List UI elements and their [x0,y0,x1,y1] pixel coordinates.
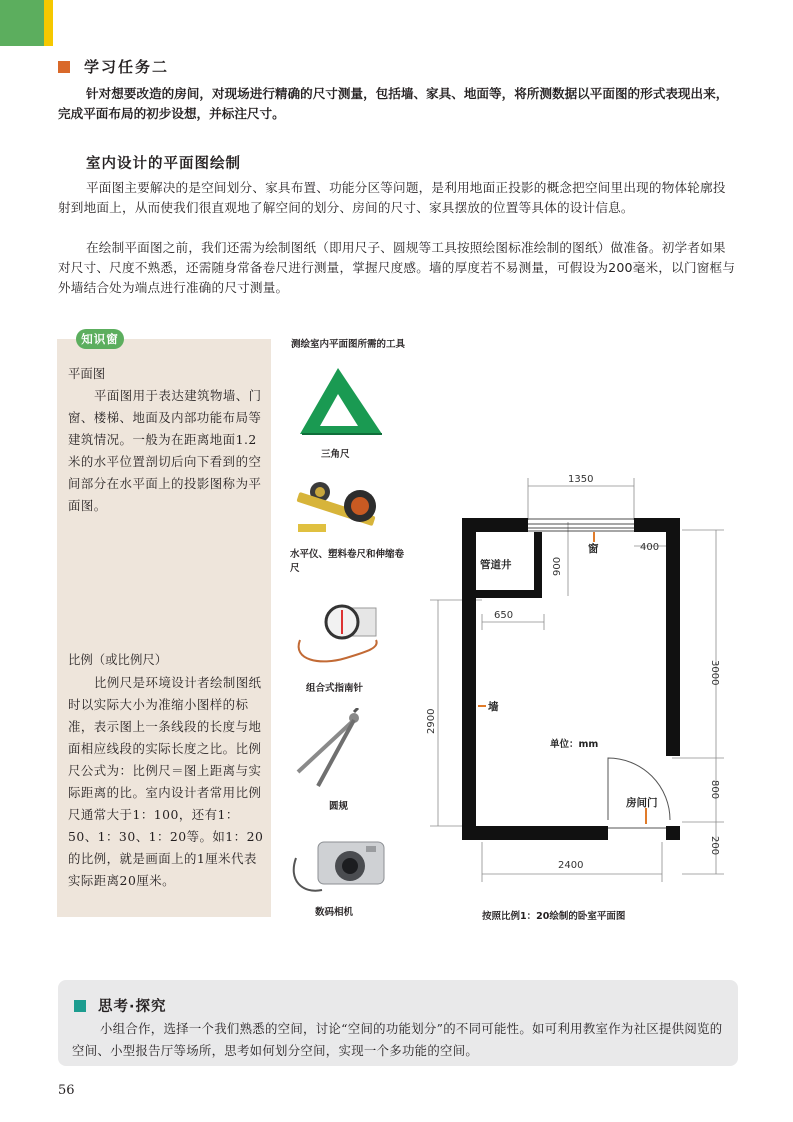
page-number: 56 [58,1083,75,1098]
dim-right-height: 3000 [709,660,720,686]
dim-right-top: 400 [640,542,660,553]
triangle-ruler-icon [298,366,384,438]
corner-yellow-tab [44,0,53,46]
dim-window-width: 1350 [568,474,594,485]
section-paragraph-2: 在绘制平面图之前，我们还需为绘制图纸（即用尺子、圆规等工具按照绘图标准绘制的图纸）做准备。初学者如果对尺寸、尺度不熟悉，还需随身常备卷尺进行测量，掌握尺度感。墙的厚度若不易测量，可假设为200毫米，以门窗框与外墙结合处为端点进行准确的尺寸测量。 [58,240,736,295]
task-description: 针对想要改造的房间，对现场进行精确的尺寸测量，包括墙、家具、地面等，将所测数据以平面图的形式表现出来，完成平面布局的初步设想，并标注尺寸。 [58,86,729,121]
drawing-compass-icon [292,708,382,790]
floor-plan-caption: 按照比例1：20绘制的卧室平面图 [482,911,626,922]
level-tape-measure-icon [290,478,386,542]
label-wall: 墙 [488,701,499,713]
think-heading [74,995,167,1016]
tools-title: 测绘室内平面图所需的工具 [291,339,406,350]
task-heading [58,56,169,77]
plan-heading: 平面图 [68,366,106,381]
task-title: 学习任务二 [84,58,170,76]
dim-door-width: 800 [709,780,720,800]
label-unit: 单位：mm [550,739,599,750]
dim-bottom-right: 200 [709,836,720,856]
tool-caption-compass: 组合式指南针 [306,683,364,694]
think-body: 小组合作，选择一个我们熟悉的空间，讨论“空间的功能划分”的不同可能性。如可利用教室作为社区提供阅览的空间、小型报告厅等场所，思考如何划分空间，实现一个多功能的空间。 [72,1021,723,1058]
orange-square-icon [58,61,70,73]
camera-icon [288,828,386,898]
section-paragraph-1: 平面图主要解决的是空间划分、家具布置、功能分区等问题，是利用地面正投影的概念把空间里出现的物体轮廓投射到地面上，从而使我们很直观地了解空间的划分、房间的尺寸、家具摆放的位置等具体的设计信息。 [58,180,726,215]
think-title: 思考·探究 [98,999,167,1015]
plan-definition: 平面图用于表达建筑物墙、门窗、楼梯、地面及内部功能布局等建筑情况。一般为在距离地面1.2米的水平位置剖切后向下看到的空间部分在水平面上的投影图称为平面图。 [68,388,262,513]
dim-shaft-width: 650 [494,610,514,621]
scale-heading: 比例（或比例尺） [68,652,168,667]
dim-bottom-width: 2400 [558,860,584,871]
label-pipe-shaft: 管道井 [480,559,512,571]
knowledge-badge: 知识窗 [76,329,124,349]
teal-square-icon [74,1000,86,1012]
floor-plan-drawing [420,462,730,912]
tool-caption-triangle: 三角尺 [321,449,350,460]
tool-caption-level: 水平仪、塑料卷尺和伸缩卷尺 [290,549,405,574]
compass-icon [290,600,386,670]
section-title: 室内设计的平面图绘制 [86,156,241,172]
tool-caption-camera: 数码相机 [315,907,354,918]
tool-caption-drawing-compass: 圆规 [329,801,349,812]
label-room-door: 房间门 [626,797,658,809]
scale-definition: 比例尺是环境设计者绘制图纸时以实际大小为准缩小图样的标准，表示图上一条线段的长度与地面相应线段的实际长度之比。比例尺公式为：比例尺＝图上距离与实际距离的比。室内设计者常用比例尺通常大于1：100，还有1：50、1：30、1：20等。如1：20的比例，就是画面上的1厘米代表实际距离20厘米。 [68,675,264,888]
dim-shaft-height: 900 [552,556,563,576]
dim-left-height: 2900 [426,708,437,734]
label-window: 窗 [588,543,599,555]
corner-green-tab [0,0,44,46]
